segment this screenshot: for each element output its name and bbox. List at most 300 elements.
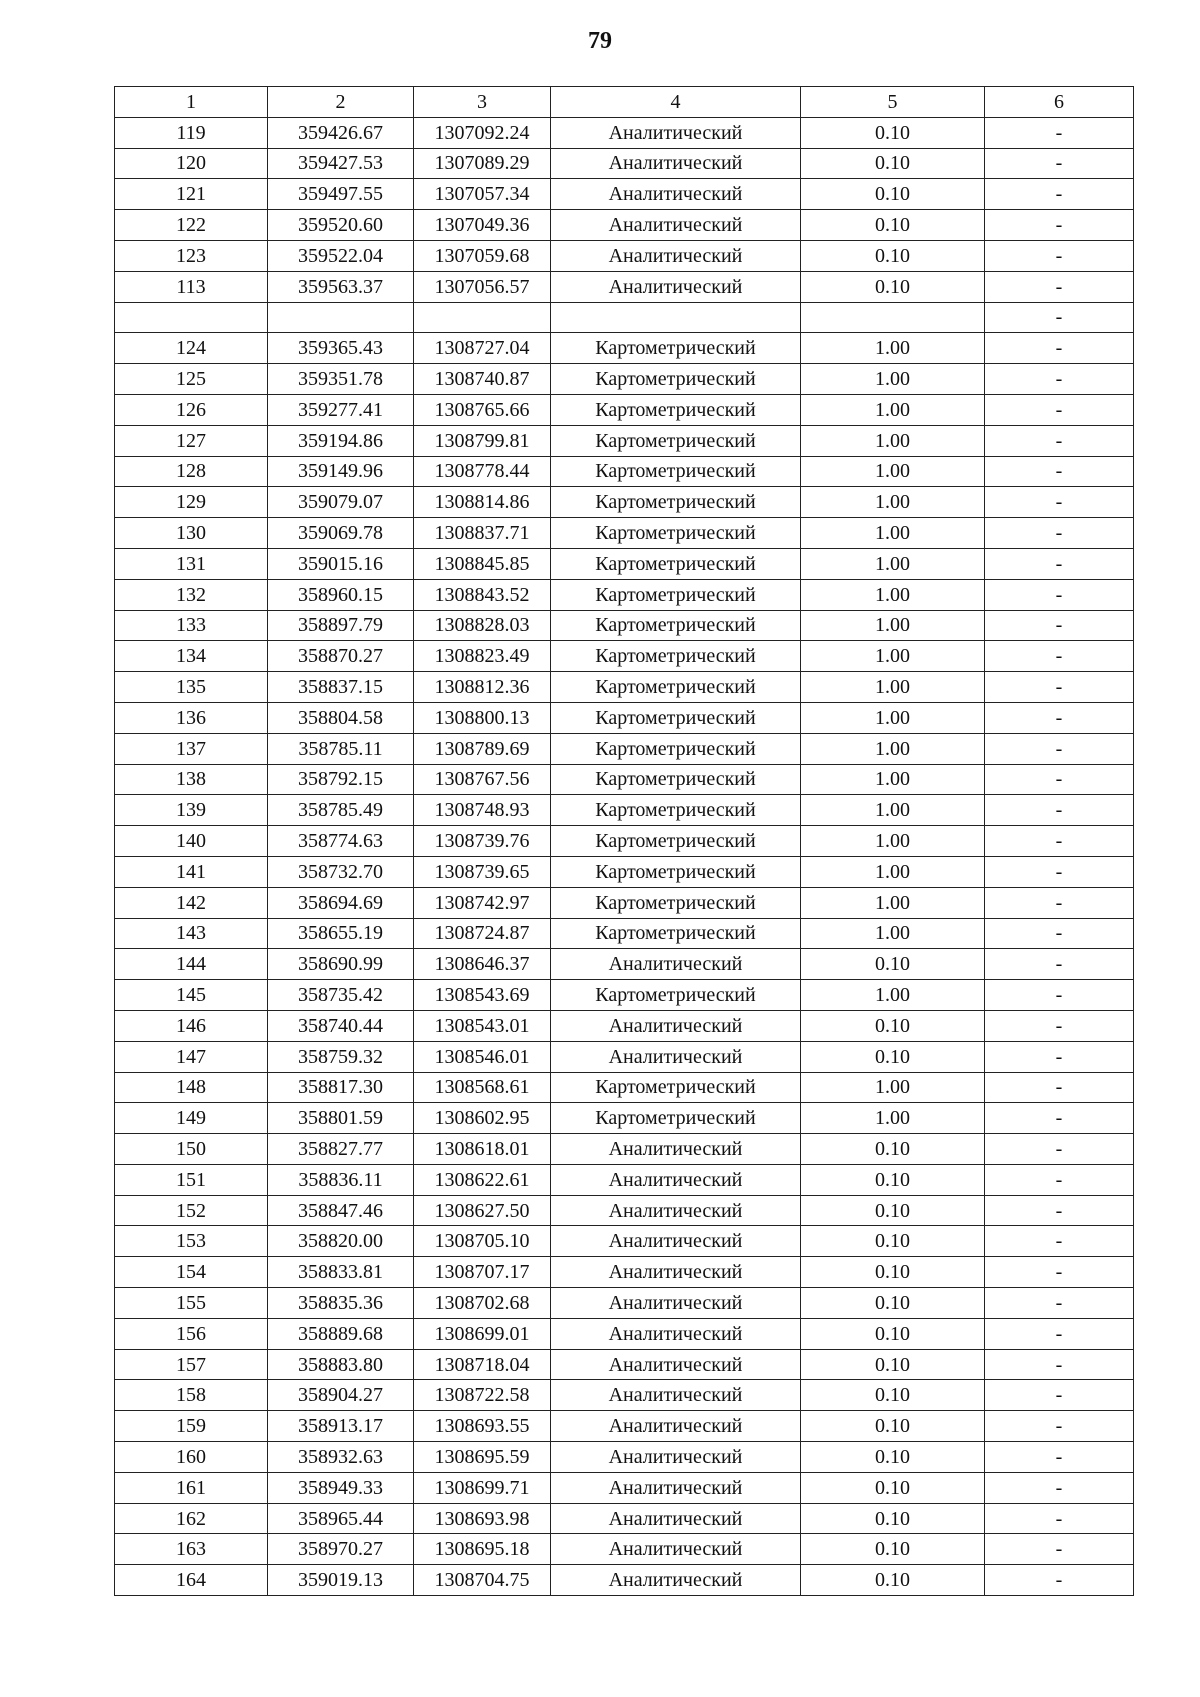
method-cell: Картометрический [551, 610, 801, 641]
accuracy-cell: 0.10 [801, 1134, 985, 1165]
x-coordinate-cell: 358847.46 [268, 1195, 414, 1226]
x-coordinate-cell: 359426.67 [268, 117, 414, 148]
table-row [115, 672, 1134, 703]
method-cell: Картометрический [551, 672, 801, 703]
y-coordinate-cell: 1308845.85 [414, 548, 551, 579]
x-coordinate-cell: 358694.69 [268, 887, 414, 918]
y-coordinate-cell: 1308646.37 [414, 949, 551, 980]
y-coordinate-cell: 1308622.61 [414, 1164, 551, 1195]
method-cell: Аналитический [551, 949, 801, 980]
x-coordinate-cell: 358655.19 [268, 918, 414, 949]
accuracy-cell: 0.10 [801, 271, 985, 302]
note-cell: - [985, 733, 1134, 764]
note-cell: - [985, 548, 1134, 579]
x-coordinate-cell: 358820.00 [268, 1226, 414, 1257]
page-number: 79 [588, 28, 612, 54]
method-cell: Картометрический [551, 487, 801, 518]
coordinates-table [114, 86, 1134, 1596]
accuracy-cell: 0.10 [801, 1195, 985, 1226]
table-row [115, 579, 1134, 610]
method-cell: Аналитический [551, 210, 801, 241]
note-cell: - [985, 949, 1134, 980]
point-number-cell: 144 [115, 949, 268, 980]
table-header [115, 87, 1134, 118]
method-cell: Аналитический [551, 271, 801, 302]
table-row [115, 1349, 1134, 1380]
y-coordinate-cell: 1308837.71 [414, 518, 551, 549]
method-cell: Аналитический [551, 1442, 801, 1473]
x-coordinate-cell: 358970.27 [268, 1534, 414, 1565]
x-coordinate-cell: 358837.15 [268, 672, 414, 703]
table-row [115, 856, 1134, 887]
x-coordinate-cell: 358836.11 [268, 1164, 414, 1195]
point-number-cell: 159 [115, 1411, 268, 1442]
point-number-cell: 125 [115, 364, 268, 395]
x-coordinate-cell: 359563.37 [268, 271, 414, 302]
y-coordinate-cell: 1307057.34 [414, 179, 551, 210]
y-coordinate-cell: 1308739.65 [414, 856, 551, 887]
x-coordinate-cell: 358827.77 [268, 1134, 414, 1165]
accuracy-cell: 0.10 [801, 1411, 985, 1442]
x-coordinate-cell: 358965.44 [268, 1503, 414, 1534]
accuracy-cell: 1.00 [801, 1103, 985, 1134]
y-coordinate-cell: 1308812.36 [414, 672, 551, 703]
note-cell: - [985, 1349, 1134, 1380]
point-number-cell: 129 [115, 487, 268, 518]
table-row [115, 364, 1134, 395]
method-cell: Аналитический [551, 1472, 801, 1503]
note-cell: - [985, 826, 1134, 857]
table-row [115, 610, 1134, 641]
method-cell: Аналитический [551, 1195, 801, 1226]
point-number-cell: 130 [115, 518, 268, 549]
method-cell: Картометрический [551, 826, 801, 857]
method-cell: Картометрический [551, 856, 801, 887]
y-coordinate-cell: 1308705.10 [414, 1226, 551, 1257]
accuracy-cell: 1.00 [801, 856, 985, 887]
accuracy-cell: 1.00 [801, 826, 985, 857]
y-coordinate-cell: 1308742.97 [414, 887, 551, 918]
accuracy-cell: 1.00 [801, 733, 985, 764]
note-cell: - [985, 425, 1134, 456]
method-cell: Аналитический [551, 117, 801, 148]
point-number-cell: 122 [115, 210, 268, 241]
table-row [115, 1103, 1134, 1134]
point-number-cell: 143 [115, 918, 268, 949]
y-coordinate-cell: 1308799.81 [414, 425, 551, 456]
method-cell: Картометрический [551, 333, 801, 364]
accuracy-cell: 0.10 [801, 240, 985, 271]
accuracy-cell: 1.00 [801, 364, 985, 395]
method-cell: Картометрический [551, 1103, 801, 1134]
point-number-cell: 133 [115, 610, 268, 641]
note-cell: - [985, 702, 1134, 733]
note-cell: - [985, 795, 1134, 826]
accuracy-cell: 0.10 [801, 1288, 985, 1319]
y-coordinate-cell: 1308543.69 [414, 980, 551, 1011]
y-coordinate-cell: 1308568.61 [414, 1072, 551, 1103]
point-number-cell: 136 [115, 702, 268, 733]
x-coordinate-cell: 358949.33 [268, 1472, 414, 1503]
x-coordinate-cell: 358774.63 [268, 826, 414, 857]
method-cell: Аналитический [551, 1349, 801, 1380]
x-coordinate-cell: 358913.17 [268, 1411, 414, 1442]
y-coordinate-cell: 1308823.49 [414, 641, 551, 672]
method-cell: Картометрический [551, 980, 801, 1011]
method-cell: Картометрический [551, 518, 801, 549]
point-number-cell: 151 [115, 1164, 268, 1195]
note-cell: - [985, 210, 1134, 241]
column-header-5: 5 [801, 87, 985, 118]
method-cell: Аналитический [551, 1288, 801, 1319]
accuracy-cell: 1.00 [801, 425, 985, 456]
note-cell: - [985, 1411, 1134, 1442]
accuracy-cell: 1.00 [801, 795, 985, 826]
x-coordinate-cell: 358889.68 [268, 1318, 414, 1349]
x-coordinate-cell: 359520.60 [268, 210, 414, 241]
accuracy-cell: 1.00 [801, 918, 985, 949]
table-row [115, 487, 1134, 518]
point-number-cell: 123 [115, 240, 268, 271]
method-cell: Картометрический [551, 918, 801, 949]
y-coordinate-cell: 1308707.17 [414, 1257, 551, 1288]
point-number-cell: 164 [115, 1565, 268, 1596]
table-row [115, 764, 1134, 795]
table-row [115, 1534, 1134, 1565]
accuracy-cell: 1.00 [801, 456, 985, 487]
point-number-cell: 124 [115, 333, 268, 364]
point-number-cell: 138 [115, 764, 268, 795]
point-number-cell: 140 [115, 826, 268, 857]
accuracy-cell: 0.10 [801, 1442, 985, 1473]
note-cell: - [985, 148, 1134, 179]
y-coordinate-cell: 1308765.66 [414, 394, 551, 425]
y-coordinate-cell: 1308739.76 [414, 826, 551, 857]
table-row [115, 1472, 1134, 1503]
note-cell: - [985, 1565, 1134, 1596]
note-cell: - [985, 1257, 1134, 1288]
table-row [115, 271, 1134, 302]
table-row [115, 1195, 1134, 1226]
y-coordinate-cell: 1308727.04 [414, 333, 551, 364]
point-number-cell: 160 [115, 1442, 268, 1473]
point-number-cell: 141 [115, 856, 268, 887]
method-cell: Картометрический [551, 733, 801, 764]
x-coordinate-cell: 359015.16 [268, 548, 414, 579]
note-cell: - [985, 456, 1134, 487]
table-row [115, 394, 1134, 425]
x-coordinate-cell: 358740.44 [268, 1010, 414, 1041]
accuracy-cell: 0.10 [801, 1472, 985, 1503]
point-number-cell: 127 [115, 425, 268, 456]
method-cell: Аналитический [551, 1411, 801, 1442]
point-number-cell: 148 [115, 1072, 268, 1103]
x-coordinate-cell: 358804.58 [268, 702, 414, 733]
note-cell: - [985, 1503, 1134, 1534]
x-coordinate-cell: 358785.49 [268, 795, 414, 826]
accuracy-cell: 1.00 [801, 1072, 985, 1103]
x-coordinate-cell: 358735.42 [268, 980, 414, 1011]
note-cell: - [985, 394, 1134, 425]
accuracy-cell: 1.00 [801, 548, 985, 579]
accuracy-cell: 0.10 [801, 117, 985, 148]
point-number-cell: 128 [115, 456, 268, 487]
accuracy-cell: 1.00 [801, 579, 985, 610]
y-coordinate-cell: 1308618.01 [414, 1134, 551, 1165]
point-number-cell: 150 [115, 1134, 268, 1165]
note-cell: - [985, 887, 1134, 918]
table-row [115, 302, 1134, 333]
table-row [115, 548, 1134, 579]
point-number-cell: 156 [115, 1318, 268, 1349]
note-cell: - [985, 579, 1134, 610]
y-coordinate-cell: 1308699.71 [414, 1472, 551, 1503]
accuracy-cell: 0.10 [801, 1380, 985, 1411]
note-cell: - [985, 271, 1134, 302]
table-row [115, 1226, 1134, 1257]
table-row [115, 179, 1134, 210]
y-coordinate-cell: 1308718.04 [414, 1349, 551, 1380]
accuracy-cell: 0.10 [801, 1318, 985, 1349]
x-coordinate-cell [268, 302, 414, 333]
method-cell: Аналитический [551, 240, 801, 271]
note-cell: - [985, 1103, 1134, 1134]
table-row [115, 333, 1134, 364]
point-number-cell: 146 [115, 1010, 268, 1041]
y-coordinate-cell: 1308543.01 [414, 1010, 551, 1041]
accuracy-cell: 0.10 [801, 949, 985, 980]
x-coordinate-cell: 359427.53 [268, 148, 414, 179]
point-number-cell: 137 [115, 733, 268, 764]
point-number-cell: 157 [115, 1349, 268, 1380]
method-cell: Аналитический [551, 1010, 801, 1041]
x-coordinate-cell: 358904.27 [268, 1380, 414, 1411]
point-number-cell: 132 [115, 579, 268, 610]
note-cell: - [985, 1534, 1134, 1565]
accuracy-cell: 0.10 [801, 1534, 985, 1565]
y-coordinate-cell: 1308778.44 [414, 456, 551, 487]
y-coordinate-cell: 1308704.75 [414, 1565, 551, 1596]
note-cell: - [985, 1010, 1134, 1041]
x-coordinate-cell: 359522.04 [268, 240, 414, 271]
header-row [115, 87, 1134, 118]
x-coordinate-cell: 359194.86 [268, 425, 414, 456]
method-cell: Картометрический [551, 641, 801, 672]
x-coordinate-cell: 358690.99 [268, 949, 414, 980]
table-row [115, 1565, 1134, 1596]
table-row [115, 1134, 1134, 1165]
accuracy-cell [801, 302, 985, 333]
note-cell: - [985, 672, 1134, 703]
method-cell: Аналитический [551, 1041, 801, 1072]
accuracy-cell: 1.00 [801, 980, 985, 1011]
y-coordinate-cell: 1308699.01 [414, 1318, 551, 1349]
table-row [115, 641, 1134, 672]
method-cell: Картометрический [551, 548, 801, 579]
note-cell: - [985, 1072, 1134, 1103]
y-coordinate-cell: 1308748.93 [414, 795, 551, 826]
accuracy-cell: 0.10 [801, 1503, 985, 1534]
y-coordinate-cell: 1308843.52 [414, 579, 551, 610]
point-number-cell: 147 [115, 1041, 268, 1072]
table-row [115, 148, 1134, 179]
accuracy-cell: 0.10 [801, 210, 985, 241]
method-cell: Аналитический [551, 1164, 801, 1195]
point-number-cell: 158 [115, 1380, 268, 1411]
note-cell: - [985, 641, 1134, 672]
method-cell: Картометрический [551, 1072, 801, 1103]
note-cell: - [985, 1472, 1134, 1503]
x-coordinate-cell: 359069.78 [268, 518, 414, 549]
y-coordinate-cell: 1308740.87 [414, 364, 551, 395]
accuracy-cell: 1.00 [801, 764, 985, 795]
x-coordinate-cell: 358897.79 [268, 610, 414, 641]
x-coordinate-cell: 359365.43 [268, 333, 414, 364]
column-header-3: 3 [414, 87, 551, 118]
y-coordinate-cell: 1307049.36 [414, 210, 551, 241]
x-coordinate-cell: 358932.63 [268, 1442, 414, 1473]
point-number-cell: 142 [115, 887, 268, 918]
method-cell: Аналитический [551, 1380, 801, 1411]
y-coordinate-cell: 1308693.55 [414, 1411, 551, 1442]
table-row [115, 1380, 1134, 1411]
accuracy-cell: 1.00 [801, 887, 985, 918]
method-cell: Картометрический [551, 887, 801, 918]
note-cell: - [985, 1442, 1134, 1473]
table-row [115, 210, 1134, 241]
note-cell: - [985, 518, 1134, 549]
method-cell: Картометрический [551, 394, 801, 425]
x-coordinate-cell: 358960.15 [268, 579, 414, 610]
x-coordinate-cell: 358732.70 [268, 856, 414, 887]
accuracy-cell: 0.10 [801, 1164, 985, 1195]
accuracy-cell: 1.00 [801, 610, 985, 641]
table-row [115, 1164, 1134, 1195]
y-coordinate-cell: 1308722.58 [414, 1380, 551, 1411]
table-row [115, 1041, 1134, 1072]
point-number-cell: 162 [115, 1503, 268, 1534]
point-number-cell: 139 [115, 795, 268, 826]
note-cell: - [985, 333, 1134, 364]
x-coordinate-cell: 358759.32 [268, 1041, 414, 1072]
method-cell [551, 302, 801, 333]
point-number-cell: 145 [115, 980, 268, 1011]
y-coordinate-cell: 1308724.87 [414, 918, 551, 949]
y-coordinate-cell: 1307056.57 [414, 271, 551, 302]
note-cell: - [985, 980, 1134, 1011]
accuracy-cell: 1.00 [801, 394, 985, 425]
accuracy-cell: 1.00 [801, 518, 985, 549]
y-coordinate-cell: 1308627.50 [414, 1195, 551, 1226]
table-row [115, 518, 1134, 549]
accuracy-cell: 0.10 [801, 148, 985, 179]
note-cell: - [985, 856, 1134, 887]
column-header-2: 2 [268, 87, 414, 118]
point-number-cell: 152 [115, 1195, 268, 1226]
note-cell: - [985, 1195, 1134, 1226]
y-coordinate-cell: 1308695.18 [414, 1534, 551, 1565]
table-body [115, 117, 1134, 1595]
column-header-1: 1 [115, 87, 268, 118]
table-row [115, 980, 1134, 1011]
note-cell: - [985, 364, 1134, 395]
accuracy-cell: 0.10 [801, 179, 985, 210]
accuracy-cell: 0.10 [801, 1257, 985, 1288]
table-row [115, 1257, 1134, 1288]
method-cell: Аналитический [551, 148, 801, 179]
table-row [115, 795, 1134, 826]
note-cell: - [985, 1226, 1134, 1257]
x-coordinate-cell: 359497.55 [268, 179, 414, 210]
y-coordinate-cell: 1308695.59 [414, 1442, 551, 1473]
method-cell: Картометрический [551, 456, 801, 487]
table-row [115, 1411, 1134, 1442]
note-cell: - [985, 1288, 1134, 1319]
x-coordinate-cell: 358792.15 [268, 764, 414, 795]
column-header-6: 6 [985, 87, 1134, 118]
y-coordinate-cell: 1308693.98 [414, 1503, 551, 1534]
point-number-cell: 154 [115, 1257, 268, 1288]
method-cell: Аналитический [551, 1257, 801, 1288]
point-number-cell: 121 [115, 179, 268, 210]
method-cell: Аналитический [551, 179, 801, 210]
y-coordinate-cell: 1308789.69 [414, 733, 551, 764]
note-cell: - [985, 240, 1134, 271]
y-coordinate-cell: 1308814.86 [414, 487, 551, 518]
x-coordinate-cell: 358801.59 [268, 1103, 414, 1134]
y-coordinate-cell: 1308602.95 [414, 1103, 551, 1134]
note-cell: - [985, 1041, 1134, 1072]
point-number-cell: 161 [115, 1472, 268, 1503]
method-cell: Картометрический [551, 764, 801, 795]
note-cell: - [985, 610, 1134, 641]
table-row [115, 733, 1134, 764]
note-cell: - [985, 764, 1134, 795]
x-coordinate-cell: 359079.07 [268, 487, 414, 518]
table-row [115, 456, 1134, 487]
accuracy-cell: 0.10 [801, 1041, 985, 1072]
point-number-cell [115, 302, 268, 333]
point-number-cell: 113 [115, 271, 268, 302]
x-coordinate-cell: 358817.30 [268, 1072, 414, 1103]
method-cell: Аналитический [551, 1534, 801, 1565]
x-coordinate-cell: 358883.80 [268, 1349, 414, 1380]
accuracy-cell: 0.10 [801, 1010, 985, 1041]
table-row [115, 1288, 1134, 1319]
method-cell: Аналитический [551, 1503, 801, 1534]
y-coordinate-cell: 1308546.01 [414, 1041, 551, 1072]
accuracy-cell: 0.10 [801, 1349, 985, 1380]
method-cell: Аналитический [551, 1134, 801, 1165]
note-cell: - [985, 487, 1134, 518]
table-row [115, 1010, 1134, 1041]
point-number-cell: 155 [115, 1288, 268, 1319]
accuracy-cell: 0.10 [801, 1565, 985, 1596]
y-coordinate-cell: 1308702.68 [414, 1288, 551, 1319]
point-number-cell: 163 [115, 1534, 268, 1565]
note-cell: - [985, 302, 1134, 333]
method-cell: Аналитический [551, 1318, 801, 1349]
point-number-cell: 149 [115, 1103, 268, 1134]
point-number-cell: 120 [115, 148, 268, 179]
note-cell: - [985, 1318, 1134, 1349]
x-coordinate-cell: 359019.13 [268, 1565, 414, 1596]
note-cell: - [985, 1164, 1134, 1195]
table-row [115, 425, 1134, 456]
point-number-cell: 126 [115, 394, 268, 425]
note-cell: - [985, 918, 1134, 949]
accuracy-cell: 1.00 [801, 641, 985, 672]
